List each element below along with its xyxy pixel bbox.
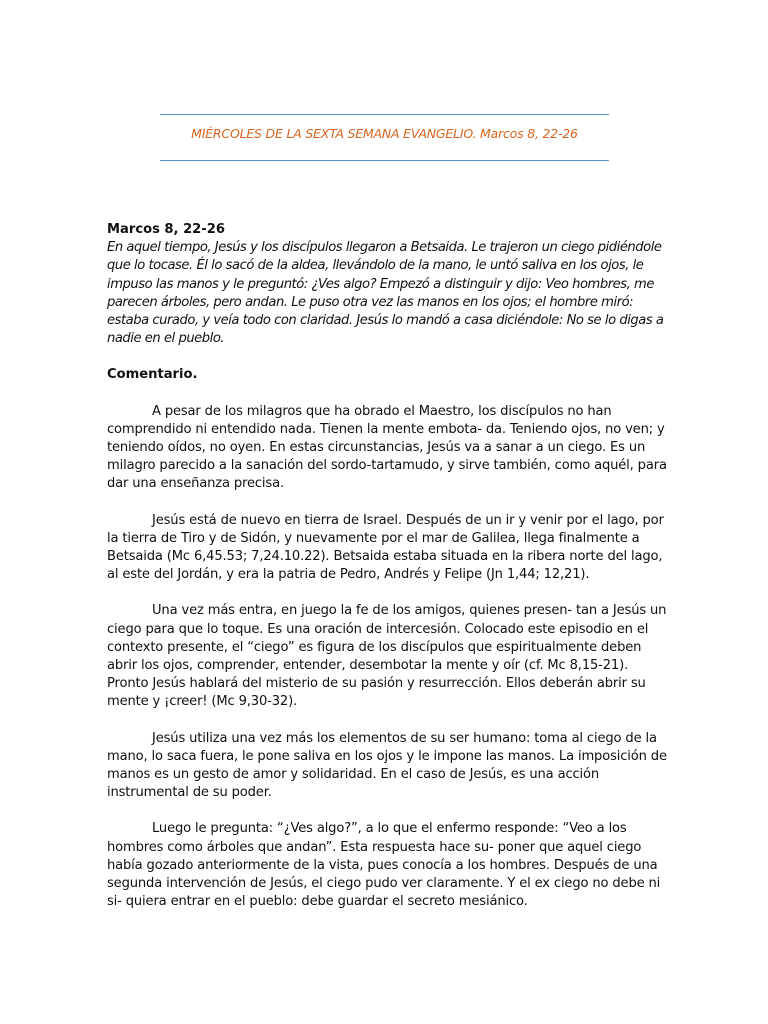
commentary-paragraph: A pesar de los milagros que ha obrado el Maestro, los discípulos no han comprendido ni entendido nada. Tienen la mente embota- da. Teniendo ojos, no ven; y teniendo oídos, no oyen. En estas circunstancias, Jesús va a sanar a un ciego. Es un milagro parecido a la sanación del sordo-tartamudo, y sirve también, como aquél, para dar una enseñanza precisa. (107, 403, 667, 492)
header-bottom-rule (160, 160, 609, 161)
header-top-rule (160, 114, 609, 115)
document-body (107, 221, 667, 912)
commentary-paragraph: Luego le pregunta: “¿Ves algo?”, a lo que el enfermo responde: “Veo a los hombres como árboles que andan”. Esta respuesta hace su- poner que aquel ciego había gozado anteriormente de la vista, pues conocía a los hombres. Después de una segunda intervención de Jesús, el ciego pudo ver claramente. Y el ex ciego no debe ni si- quiera entrar en el pueblo: debe guardar el secreto mesiánico. (107, 821, 661, 910)
page-title: MIÉRCOLES DE LA SEXTA SEMANA EVANGELIO. Marcos 8, 22-26 (191, 126, 578, 141)
commentary-paragraph: Jesús utiliza una vez más los elementos de su ser humano: toma al ciego de la mano, lo saca fuera, le pone saliva en los ojos y le impone las manos. La imposición de manos es un gesto de amor y solidaridad. En el caso de Jesús, es una acción instrumental de su poder. (107, 730, 667, 801)
gospel-text: En aquel tiempo, Jesús y los discípulos llegaron a Betsaida. Le trajeron un ciego pidiéndole que lo tocase. Él lo sacó de la aldea, llevándolo de la mano, le untó saliva en los ojos, le impuso las manos y le preguntó: ¿Ves algo? Empezó a distinguir y dijo: Veo hombres, me parecen árboles, pero andan. Le puso otra vez las manos en los ojos; el hombre miró: estaba curado, y veía todo con claridad. Jesús lo mandó a casa diciéndole: No se lo digas a nadie en el pueblo. (107, 240, 664, 347)
commentary-heading: Comentario. (107, 367, 198, 383)
commentary-paragraph: Jesús está de nuevo en tierra de Israel. Después de un ir y venir por el lago, por la tierra de Tiro y de Sidón, y nuevamente por el mar de Galilea, llega finalmente a Betsaida (Mc 6,45.53; 7,24.10.22). Betsaida estaba situada en la ribera norte del lago, al este del Jordán, y era la patria de Pedro, Andrés y Felipe (Jn 1,44; 12,21). (107, 512, 664, 583)
gospel-reference: Marcos 8, 22-26 (107, 222, 225, 237)
commentary-paragraph: Una vez más entra, en juego la fe de los amigos, quienes presen- tan a Jesús un ciego para que lo toque. Es una oración de intercesión. Colocado este episodio en el contexto presente, el “ciego” es figura de los discípulos que espiritualmente deben abrir los ojos, comprender, entender, desembotar la mente y oír (cf. Mc 8,15-21). Pronto Jesús hablará del misterio de su pasión y resurrección. Ellos deberán abrir su mente y ¡creer! (Mc 9,30-32). (107, 603, 667, 710)
